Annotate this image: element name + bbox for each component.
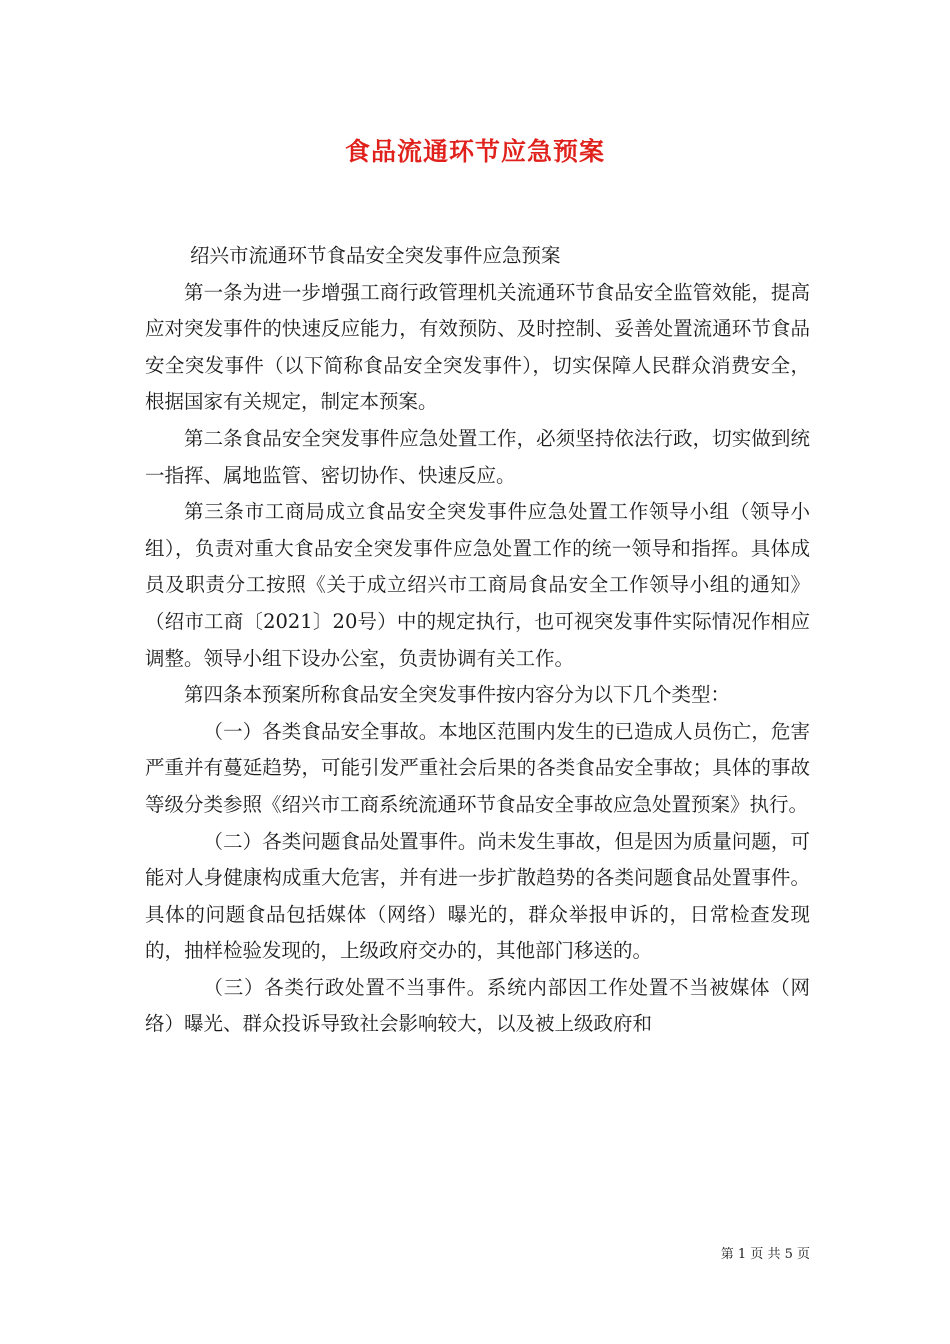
- page-number: 第 1 页 共 5 页: [720, 1247, 810, 1262]
- paragraph-article-4: 第四条本预案所称食品安全突发事件按内容分为以下几个类型：: [184, 683, 731, 707]
- paragraph-article-2: 第二条食品安全突发事件应急处置工作，必须坚持依法行政，切实做到统一指挥、属地监管、密切协作、快速反应。: [145, 426, 810, 487]
- document-subtitle: 绍兴市流通环节食品安全突发事件应急预案: [190, 244, 561, 267]
- paragraph-type-3: （三）各类行政处置不当事件。系统内部因工作处置不当被媒体（网络）曝光、群众投诉导致社会影响较大，以及被上级政府和: [145, 975, 810, 1036]
- paragraph-type-1: （一）各类食品安全事故。本地区范围内发生的已造成人员伤亡，危害严重并有蔓延趋势，可能引发严重社会后果的各类食品安全事故；具体的事故等级分类参照《绍兴市工商系统流通环节食品安全事故应急处置预案》执行。: [145, 719, 810, 816]
- paragraph-article-3: 第三条市工商局成立食品安全突发事件应急处置工作领导小组（领导小组），负责对重大食品安全突发事件应急处置工作的统一领导和指挥。具体成员及职责分工按照《关于成立绍兴市工商局食品安全工作领导小组的通知》（绍市工商〔2021〕20号）中的规定执行，也可视突发事件实际情况作相应调整。领导小组下设办公室，负责协调有关工作。: [145, 500, 810, 670]
- paragraph-type-2: （二）各类问题食品处置事件。尚未发生事故，但是因为质量问题，可能对人身健康构成重大危害，并有进一步扩散趋势的各类问题食品处置事件。具体的问题食品包括媒体（网络）曝光的，群众举报申诉的，日常检查发现的，抽样检验发现的，上级政府交办的，其他部门移送的。: [145, 829, 810, 963]
- paragraph-article-1: 第一条为进一步增强工商行政管理机关流通环节食品安全监管效能，提高应对突发事件的快速反应能力，有效预防、及时控制、妥善处置流通环节食品安全突发事件（以下简称食品安全突发事件），切实保障人民群众消费安全，根据国家有关规定，制定本预案。: [145, 280, 810, 414]
- document-body: [145, 238, 810, 1043]
- page-title: 食品流通环节应急预案: [344, 137, 605, 166]
